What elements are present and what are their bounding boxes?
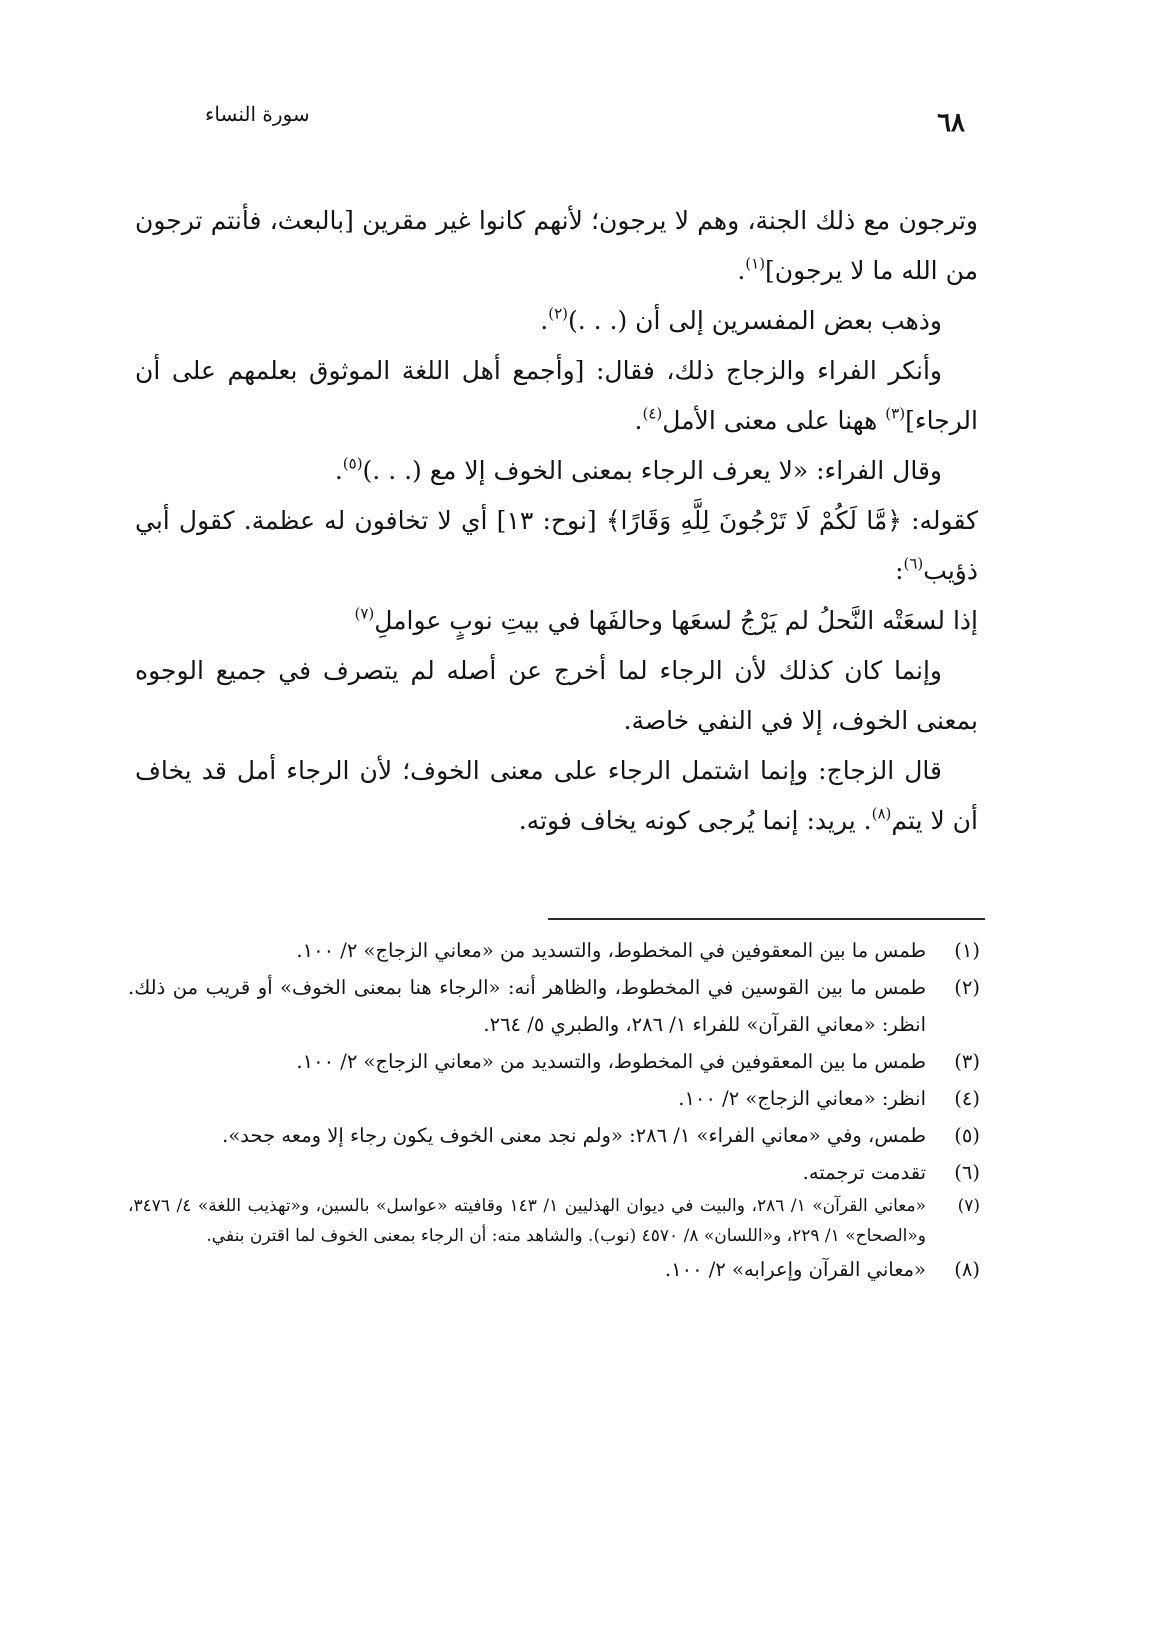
footnote-text: تقدمت ترجمته.: [802, 1161, 926, 1184]
footnote-2: [128, 969, 980, 1043]
footnote-5: [128, 1117, 980, 1154]
paragraph-2-end: .: [540, 306, 549, 335]
footnote-7: [128, 1191, 980, 1251]
footnote-text: طمس ما بين المعقوفين في المخطوط، والتسديد من «معاني الزجاج» ٢/ ١٠٠.: [296, 939, 926, 962]
paragraph-4-text: وقال الفراء: «لا يعرف الرجاء بمعنى الخوف إلا مع (. . .): [362, 456, 942, 485]
footnote-text: انظر: «معاني الزجاج» ٢/ ١٠٠.: [678, 1087, 926, 1110]
footnote-text: طمس ما بين المعقوفين في المخطوط، والتسديد من «معاني الزجاج» ٢/ ١٠٠.: [296, 1050, 926, 1073]
footnote-text: «معاني القرآن وإعرابه» ٢/ ١٠٠.: [664, 1258, 926, 1281]
paragraph-5: [135, 496, 978, 596]
footnote-number: (٥): [954, 1124, 980, 1147]
paragraph-2: [135, 296, 978, 346]
footnote-ref-8: (٨): [871, 804, 892, 823]
paragraph-7: [135, 746, 978, 846]
footnote-1: [128, 932, 980, 969]
footnote-number: (٨): [954, 1258, 980, 1281]
footnote-text: «معاني القرآن» ١/ ٢٨٦، والبيت في ديوان الهذليين ١/ ١٤٣ وقافيته «عواسل» بالسين، و«تهذيب اللغة» ٤/ ٣٤٧٦، و«الصحاح» ١/ ٢٢٩، و«اللسان» ٨/ ٤٥٧٠ (نوب). والشاهد منه: أن الرجاء بمعنى الخوف لما اقترن بنفي.: [128, 1196, 926, 1246]
page-number: ٦٨: [937, 108, 965, 138]
paragraph-1-end: .: [737, 256, 746, 285]
footnote-ref-4: (٤): [642, 404, 663, 423]
paragraph-3-text-b: ههنا على معنى الأمل: [662, 406, 886, 435]
paragraph-4-end: .: [334, 456, 343, 485]
footnote-number: (٦): [954, 1161, 980, 1184]
footnote-number: (١): [954, 939, 980, 962]
footnote-text: طمس، وفي «معاني الفراء» ١/ ٢٨٦: «ولم نجد معنى الخوف يكون رجاء إلا ومعه جحد».: [222, 1124, 926, 1147]
verse-text: إذا لسعَتْه النَّحلُ لم يَرْجُ لسعَها وحالفَها في بيتِ نوبٍ عواملِ: [374, 606, 978, 635]
footnote-8: [128, 1251, 980, 1288]
paragraph-6: وإنما كان كذلك لأن الرجاء لما أخرج عن أصله لم يتصرف في جميع الوجوه بمعنى الخوف، إلا في النفي خاصة.: [135, 656, 978, 735]
paragraph-3-end: .: [634, 406, 643, 435]
footnote-4: [128, 1080, 980, 1117]
footnote-number: (٤): [954, 1087, 980, 1110]
footnotes: [128, 932, 980, 1288]
paragraph-2-text: وذهب بعض المفسرين إلى أن (. . .): [567, 306, 942, 335]
paragraph-7-text-a: قال الزجاج: وإنما اشتمل الرجاء على معنى الخوف؛ لأن الرجاء أمل قد يخاف أن لا يتم: [135, 756, 978, 835]
paragraph-5-end: :: [895, 556, 904, 585]
paragraph-5-text: كقوله: ﴿مَّا لَكُمْ لَا تَرْجُونَ لِلَّهِ وَقَارًا﴾ [نوح: ١٣] أي لا تخافون له عظمة. كقول أبي ذؤيب: [135, 506, 978, 585]
footnote-6: [128, 1154, 980, 1191]
footnote-number: (٣): [954, 1050, 980, 1073]
page-header: [205, 96, 965, 146]
paragraph-3-text-a: وأنكر الفراء والزجاج ذلك، فقال: [وأجمع أهل اللغة الموثوق بعلمهم على أن الرجاء]: [135, 356, 978, 435]
paragraph-1: [135, 196, 978, 296]
poetry-verse: [135, 596, 978, 646]
footnote-ref-7: (٧): [354, 604, 375, 623]
paragraph-7-text-b: . يريد: إنما يُرجى كونه يخاف فوته.: [518, 806, 872, 835]
paragraph-1-text: وترجون مع ذلك الجنة، وهم لا يرجون؛ لأنهم كانوا غير مقرين [بالبعث، فأنتم ترجون من الله ما لا يرجون]: [135, 206, 978, 285]
running-title: سورة النساء: [205, 102, 310, 126]
main-text: [135, 196, 978, 846]
footnote-ref-2: (٢): [548, 304, 568, 323]
footnote-ref-5: (٥): [342, 454, 363, 473]
footnote-separator: [548, 918, 985, 920]
paragraph-4: [135, 446, 978, 496]
footnote-ref-6: (٦): [903, 554, 924, 573]
footnote-number: (٢): [954, 976, 980, 999]
footnote-ref-3: (٣): [885, 404, 906, 423]
footnote-number: (٧): [957, 1196, 980, 1216]
footnote-ref-1: (١): [745, 254, 766, 273]
paragraph-3: [135, 346, 978, 446]
footnote-text: طمس ما بين القوسين في المخطوط، والظاهر أنه: «الرجاء هنا بمعنى الخوف» أو قريب من ذلك. انظر: «معاني القرآن» للفراء ١/ ٢٨٦، والطبري ٥/ ٢٦٤.: [128, 976, 926, 1036]
footnote-3: [128, 1043, 980, 1080]
